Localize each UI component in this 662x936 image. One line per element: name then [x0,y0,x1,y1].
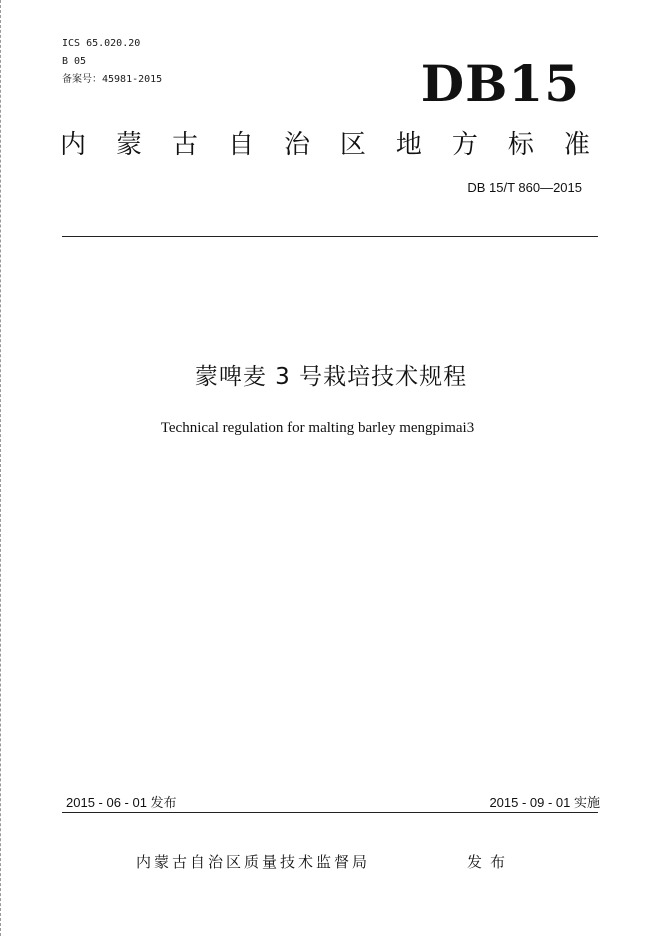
document-title-en: Technical regulation for malting barley mengpimai3 [160,420,475,436]
standard-type-char: 区 [339,130,366,160]
standard-type-char: 古 [171,130,198,160]
standard-type-char: 蒙 [115,130,142,160]
standard-number: DB 15/T 860—2015 [467,180,582,195]
standard-type-char: 方 [451,130,478,160]
document-title-cn: 蒙啤麦 3 号栽培技术规程 [194,364,468,390]
ics-code: ICS 65.020.20 [62,38,141,49]
standard-type-char: 自 [227,130,254,160]
standard-logo: DB15 [420,54,580,113]
scan-edge [0,0,3,936]
standard-type-char: 内 [60,130,87,160]
standard-type-char: 准 [563,130,590,160]
implementation-date: 2015 - 09 - 01 实施 [489,795,600,810]
issuing-authority: 内蒙古自治区质量技术监督局 [136,853,371,871]
issue-label: 发布 [467,853,514,871]
standard-type-char: 治 [283,130,310,160]
issue-date: 2015 - 06 - 01 发布 [66,795,177,810]
ccs-code: B 05 [62,56,87,67]
standard-type-char: 标 [507,130,534,160]
filing-number: 备案号：45981-2015 [62,74,163,85]
standard-type-char: 地 [395,130,422,160]
top-divider [62,236,598,237]
standard-type-heading [60,128,590,162]
bottom-divider [62,812,598,813]
